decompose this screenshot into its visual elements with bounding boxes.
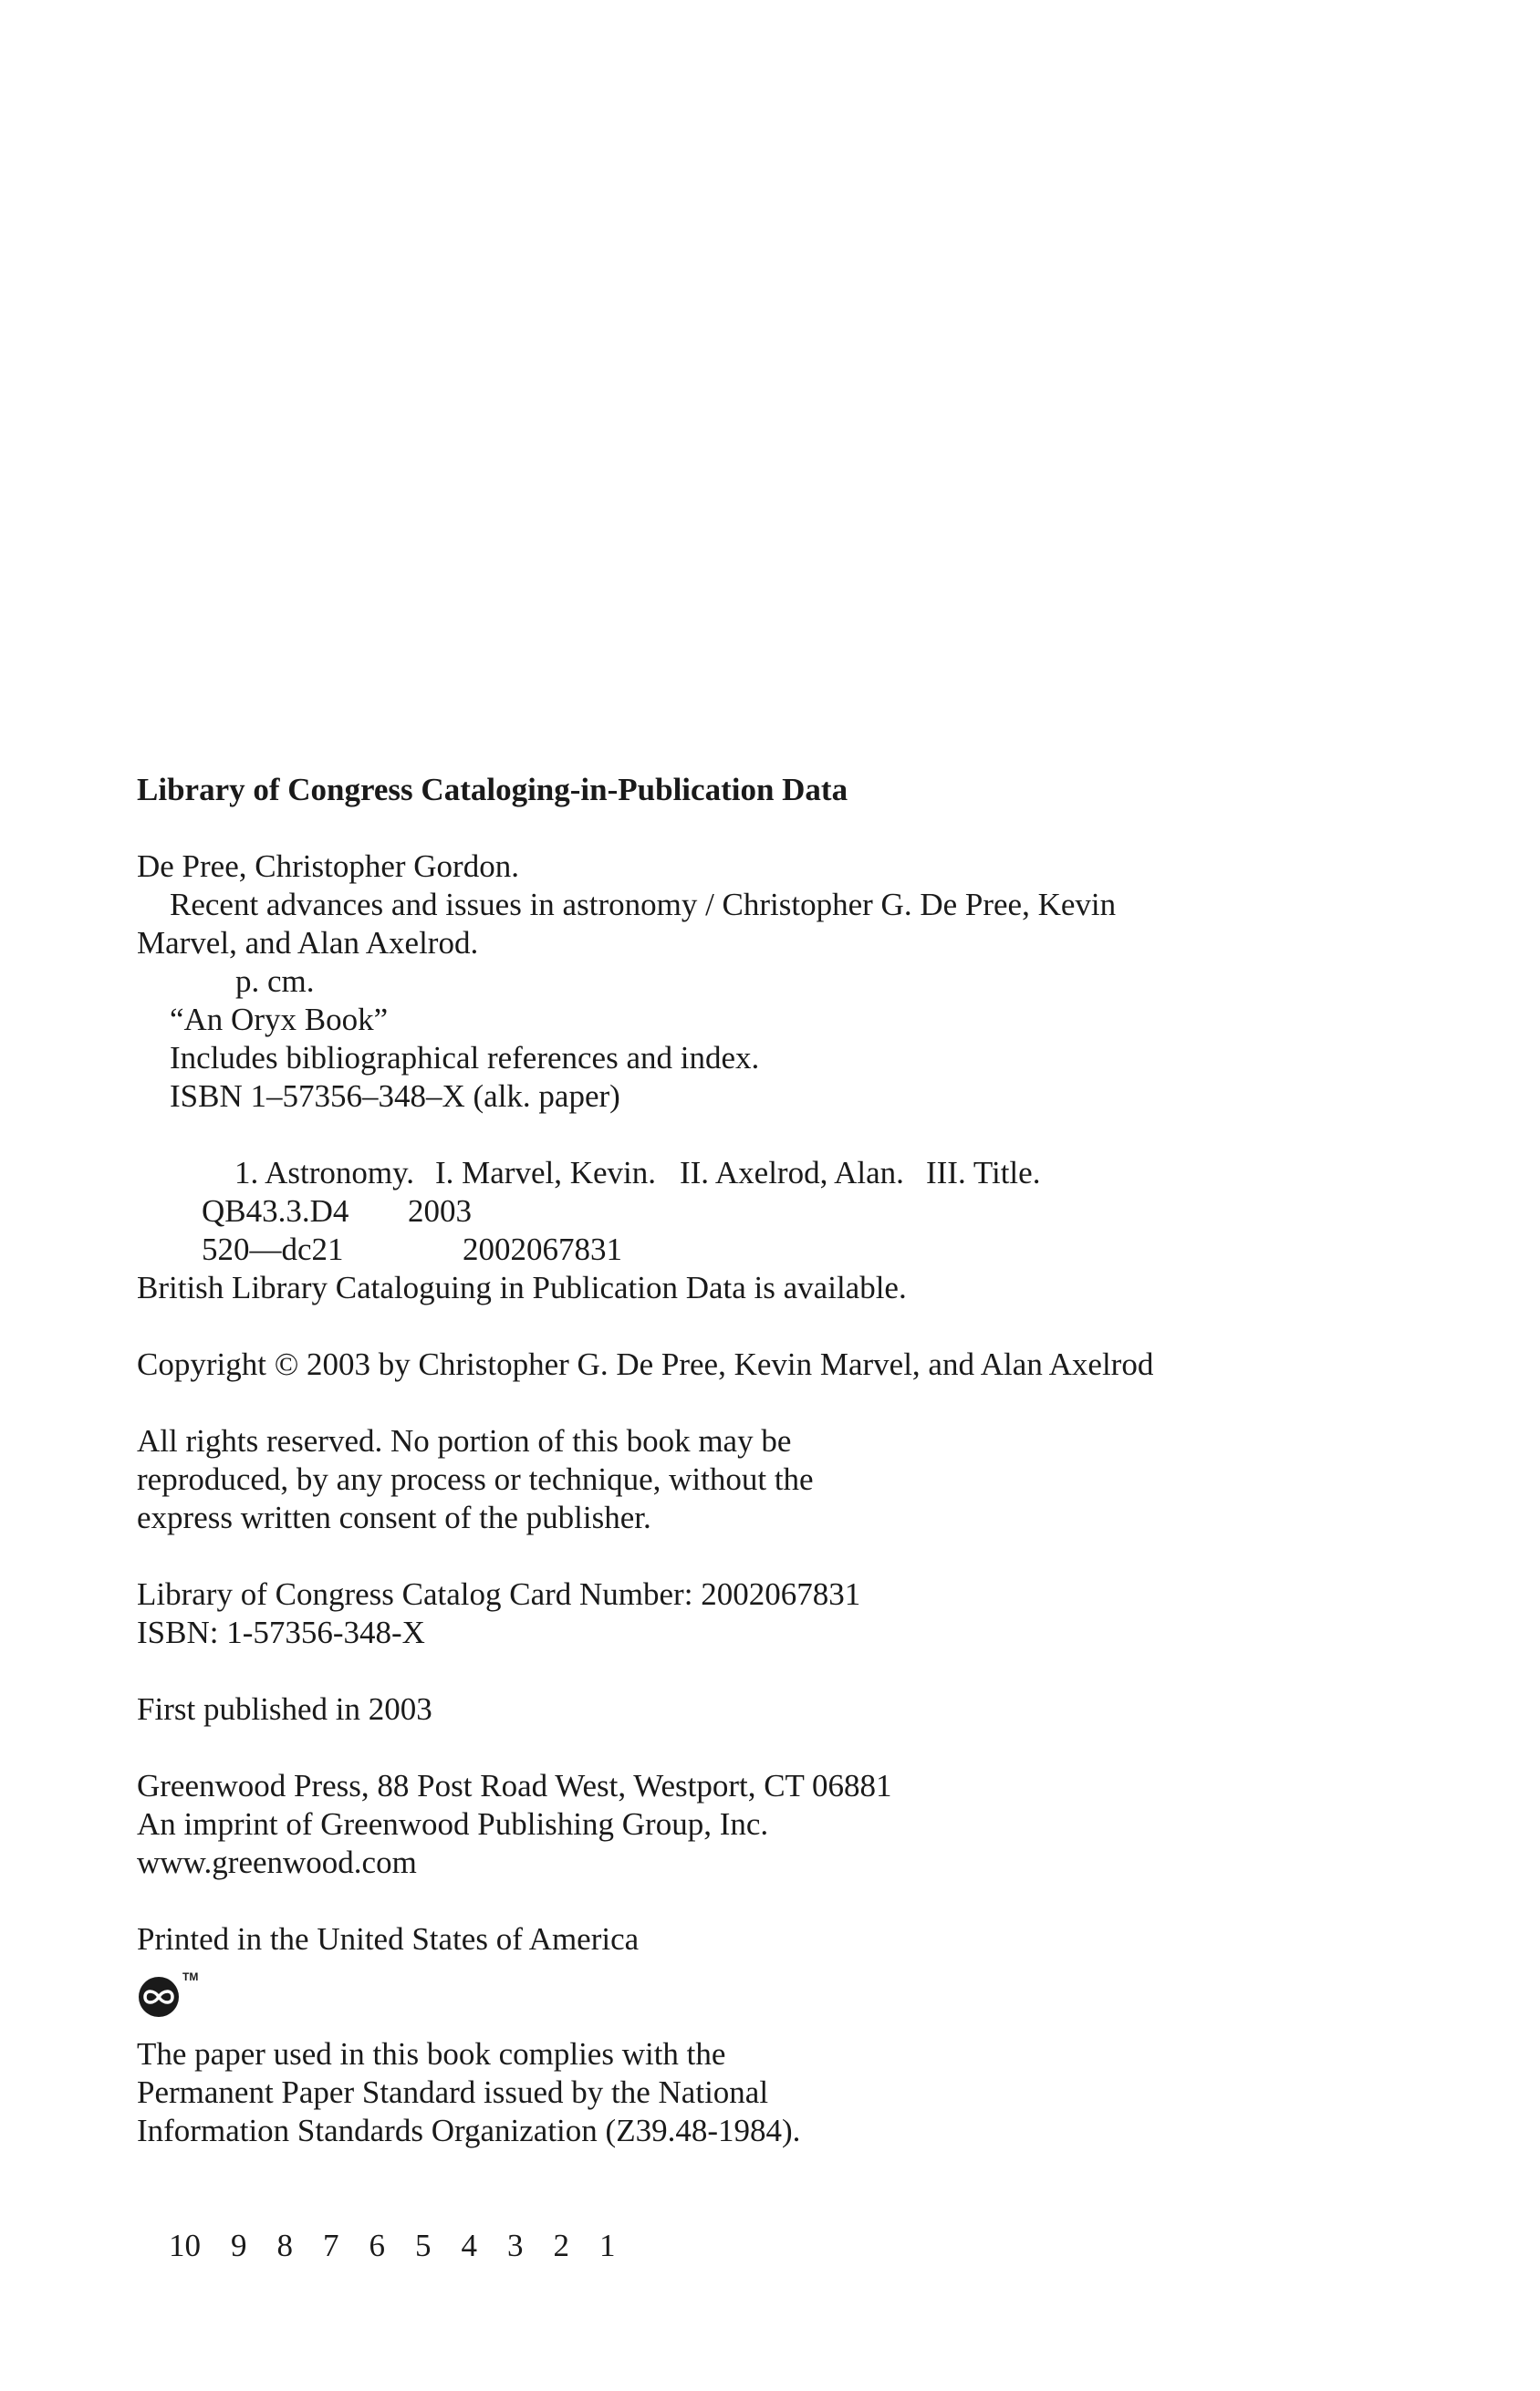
rights-line: express written consent of the publisher. [137, 1500, 651, 1535]
printing-number: 2 [553, 2228, 569, 2263]
cip-dewey-number: 520—dc21 [202, 1232, 344, 1267]
cip-isbn: ISBN 1–57356–348–X (alk. paper) [170, 1078, 620, 1114]
lccn-line: Library of Congress Catalog Card Number: 2002067831 [137, 1576, 861, 1612]
cip-pagination: p. cm. [235, 963, 315, 999]
cip-lc-class-number: QB43.3.D4 [202, 1193, 349, 1229]
british-library-note: British Library Cataloguing in Publication Data is available. [137, 1270, 907, 1305]
cip-subject: III. Title. [926, 1155, 1041, 1190]
trademark-mark: TM [182, 1970, 199, 1983]
cip-title-line-2: Marvel, and Alan Axelrod. [137, 925, 479, 961]
printing-number: 10 [169, 2228, 201, 2263]
infinity-circle-icon [135, 1972, 190, 2020]
publisher-website: www.greenwood.com [137, 1845, 417, 1880]
printing-number: 6 [369, 2228, 385, 2263]
first-published: First published in 2003 [137, 1691, 432, 1727]
printing-number: 5 [415, 2228, 432, 2263]
rights-line: All rights reserved. No portion of this book may be [137, 1423, 792, 1459]
printing-number: 4 [461, 2228, 477, 2263]
cip-subject: 1. Astronomy. [234, 1155, 415, 1190]
publisher-line: Greenwood Press, 88 Post Road West, Westport, CT 06881 [137, 1768, 892, 1804]
cip-series-note: “An Oryx Book” [170, 1002, 389, 1037]
paper-notice-line: The paper used in this book complies with the [137, 2036, 726, 2072]
cip-subject: II. Axelrod, Alan. [680, 1155, 904, 1190]
cip-lccn-number: 2002067831 [463, 1232, 622, 1267]
copyright-notice: Copyright © 2003 by Christopher G. De Pree, Kevin Marvel, and Alan Axelrod [137, 1346, 1154, 1382]
printing-number: 1 [599, 2228, 616, 2263]
cip-bib-note: Includes bibliographical references and index. [170, 1040, 760, 1076]
rights-line: reproduced, by any process or technique, without the [137, 1461, 814, 1497]
printed-in: Printed in the United States of America [137, 1921, 640, 1957]
printing-number: 8 [276, 2228, 293, 2263]
cip-author: De Pree, Christopher Gordon. [137, 848, 519, 884]
isbn-line: ISBN: 1-57356-348-X [137, 1615, 425, 1650]
printing-line [137, 2188, 646, 2303]
cip-lc-class-year: 2003 [408, 1193, 472, 1229]
printing-number: 7 [323, 2228, 339, 2263]
publisher-line: An imprint of Greenwood Publishing Group, Inc. [137, 1806, 769, 1842]
printing-number: 9 [231, 2228, 247, 2263]
printing-number: 3 [507, 2228, 524, 2263]
paper-notice-line: Permanent Paper Standard issued by the National [137, 2074, 769, 2110]
cip-heading: Library of Congress Cataloging-in-Publication Data [137, 772, 848, 807]
cip-subject: I. Marvel, Kevin. [435, 1155, 657, 1190]
cip-title-line-1: Recent advances and issues in astronomy / Christopher G. De Pree, Kevin [170, 887, 1117, 922]
paper-notice-line: Information Standards Organization (Z39.48-1984). [137, 2113, 801, 2148]
